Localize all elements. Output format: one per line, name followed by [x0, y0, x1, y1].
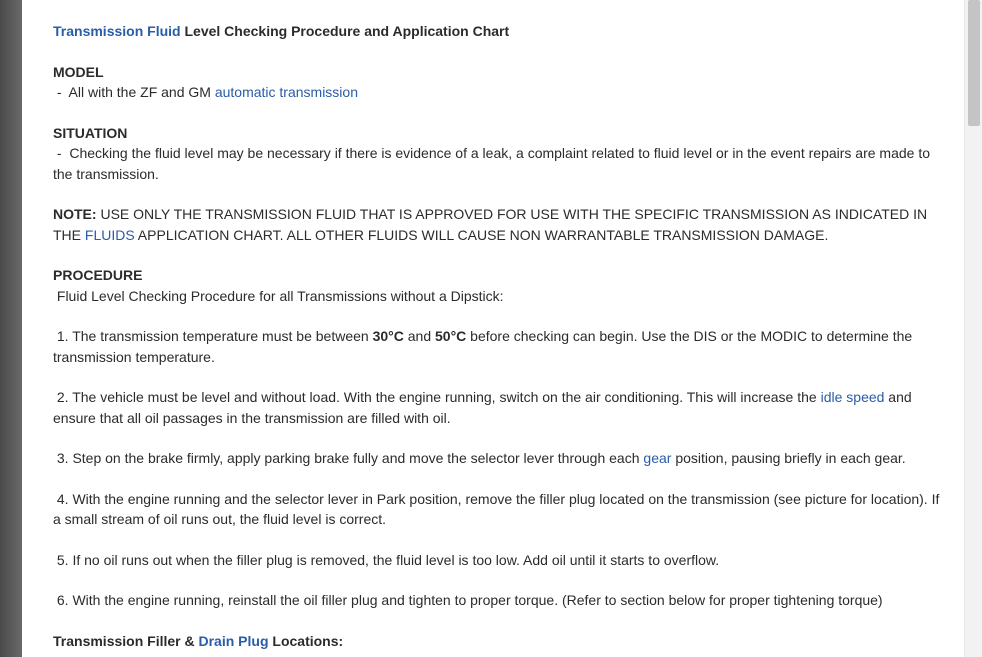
transmission-fluid-link[interactable]: Transmission Fluid [53, 23, 181, 39]
step-3-text-a: 3. Step on the brake firmly, apply parking brake fully and move the selector lever through each [53, 450, 644, 466]
step-1-text-c: before checking can begin. Use the DIS or the MODIC to determine the transmission temperature. [53, 328, 917, 365]
procedure-step-6: 6. With the engine running, reinstall the oil filler plug and tighten to proper torque. (Refer to section below for proper tightening torque) [53, 592, 883, 608]
step-3-text-b: position, pausing briefly in each gear. [671, 450, 906, 466]
title-rest: Level Checking Procedure and Application Chart [180, 23, 510, 39]
article-content [53, 21, 943, 651]
locations-text-a: Transmission Filler & [53, 632, 199, 649]
idle-speed-link[interactable]: idle speed [820, 389, 885, 405]
vertical-scrollbar[interactable] [964, 0, 982, 657]
article-title [53, 21, 943, 42]
fluids-link[interactable]: FLUIDS [84, 226, 135, 243]
temp-max: 50°C [435, 328, 467, 344]
procedure-step-4: 4. With the engine running and the selector lever in Park position, remove the filler plug located on the transmission (see picture for location). If a small stream of oil runs out, the fluid level is correct. [53, 490, 944, 527]
automatic-transmission-link[interactable]: automatic transmission [214, 84, 358, 100]
locations-heading [53, 631, 943, 652]
model-line-text: - All with the ZF and GM [53, 84, 215, 100]
procedure-step-1 [53, 326, 943, 367]
procedure-step-5: 5. If no oil runs out when the filler plug is removed, the fluid level is too low. Add oil until it starts to overflow. [53, 551, 720, 568]
gear-link[interactable]: gear [643, 450, 672, 466]
model-heading: MODEL [53, 63, 104, 80]
situation-heading: SITUATION [53, 124, 128, 141]
temp-min: 30°C [372, 328, 404, 344]
model-line [53, 82, 943, 103]
procedure-heading: PROCEDURE [53, 267, 143, 283]
step-2-text-a: 2. The vehicle must be level and without load. With the engine running, switch on the air conditioning. This will increase the [53, 389, 821, 405]
procedure-step-2 [53, 387, 943, 428]
step-2-text-b: and ensure that all oil passages in the transmission are filled with oil. [53, 389, 916, 426]
procedure-step-3 [53, 448, 943, 469]
article-panel [22, 0, 964, 657]
note-paragraph [53, 204, 943, 245]
step-1-text-b: and [403, 328, 435, 344]
drain-plug-link[interactable]: Drain Plug [198, 632, 269, 649]
note-text-before: USE ONLY THE TRANSMISSION FLUID THAT IS APPROVED FOR USE WITH THE SPECIFIC TRANSMISSION AS INDICATED IN THE [53, 206, 928, 243]
locations-text-b: Locations: [268, 632, 344, 649]
procedure-intro: Fluid Level Checking Procedure for all Transmissions without a Dipstick: [53, 287, 504, 304]
note-label: NOTE: [53, 206, 97, 222]
step-1-text-a: 1. The transmission temperature must be between [53, 328, 373, 344]
note-text-after: APPLICATION CHART. ALL OTHER FLUIDS WILL CAUSE NON WARRANTABLE TRANSMISSION DAMAGE. [134, 226, 829, 243]
situation-text: - Checking the fluid level may be necessary if there is evidence of a leak, a complaint related to fluid level or in the event repairs are made to the transmission. [53, 145, 934, 182]
scrollbar-thumb[interactable] [968, 0, 980, 126]
